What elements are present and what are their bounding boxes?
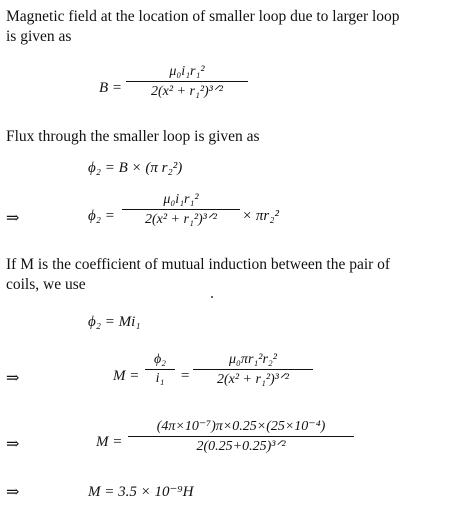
- equation-rhs: × πr₂²: [242, 208, 279, 224]
- numerator: (4π×10⁻⁷)π×0.25×(25×10⁻⁴): [128, 418, 354, 437]
- numerator: μ₀πr₁²r₂²: [193, 352, 313, 370]
- fraction: [145, 352, 175, 387]
- equals-sign: =: [180, 368, 191, 384]
- speck: [211, 296, 213, 298]
- equation-lhs: B =: [99, 80, 123, 96]
- denominator: 2(x² + r₁²)³ᐟ²: [216, 372, 290, 387]
- implies-symbol: ⇒: [6, 484, 20, 501]
- fraction: [126, 64, 248, 100]
- denominator: 2(x² + r₁²)³ᐟ²: [150, 84, 224, 99]
- text-line: Magnetic field at the location of smaller loop due to larger loop: [6, 8, 400, 25]
- equation: ϕ₂ = B × (π r₂²): [88, 160, 183, 176]
- text-line: If M is the coefficient of mutual induction between the pair of: [6, 256, 391, 273]
- implies-symbol: ⇒: [6, 210, 20, 227]
- implies-symbol: ⇒: [6, 436, 20, 453]
- equation-lhs: M =: [96, 434, 123, 450]
- numerator: μ₀i₁r₁²: [126, 64, 248, 82]
- fraction: [128, 418, 354, 455]
- text-line: Flux through the smaller loop is given as: [6, 128, 260, 145]
- equation: ϕ₂ = Mi₁: [88, 314, 141, 330]
- denominator: 2(0.25+0.25)³ᐟ²: [196, 439, 286, 454]
- denominator: 2(x² + r₁²)³ᐟ²: [144, 212, 218, 227]
- final-result: M = 3.5 × 10⁻⁹H: [88, 484, 194, 500]
- fraction: [193, 352, 313, 388]
- implies-symbol: ⇒: [6, 370, 20, 387]
- fraction: [122, 192, 240, 228]
- equation-lhs: M =: [113, 368, 140, 384]
- text-line: coils, we use: [6, 276, 86, 293]
- numerator: μ₀i₁r₁²: [122, 192, 240, 210]
- equation-lhs: ϕ₂ =: [88, 208, 115, 224]
- text-line: is given as: [6, 28, 72, 45]
- denominator: i₁: [155, 371, 165, 386]
- numerator: ϕ₂: [145, 352, 175, 370]
